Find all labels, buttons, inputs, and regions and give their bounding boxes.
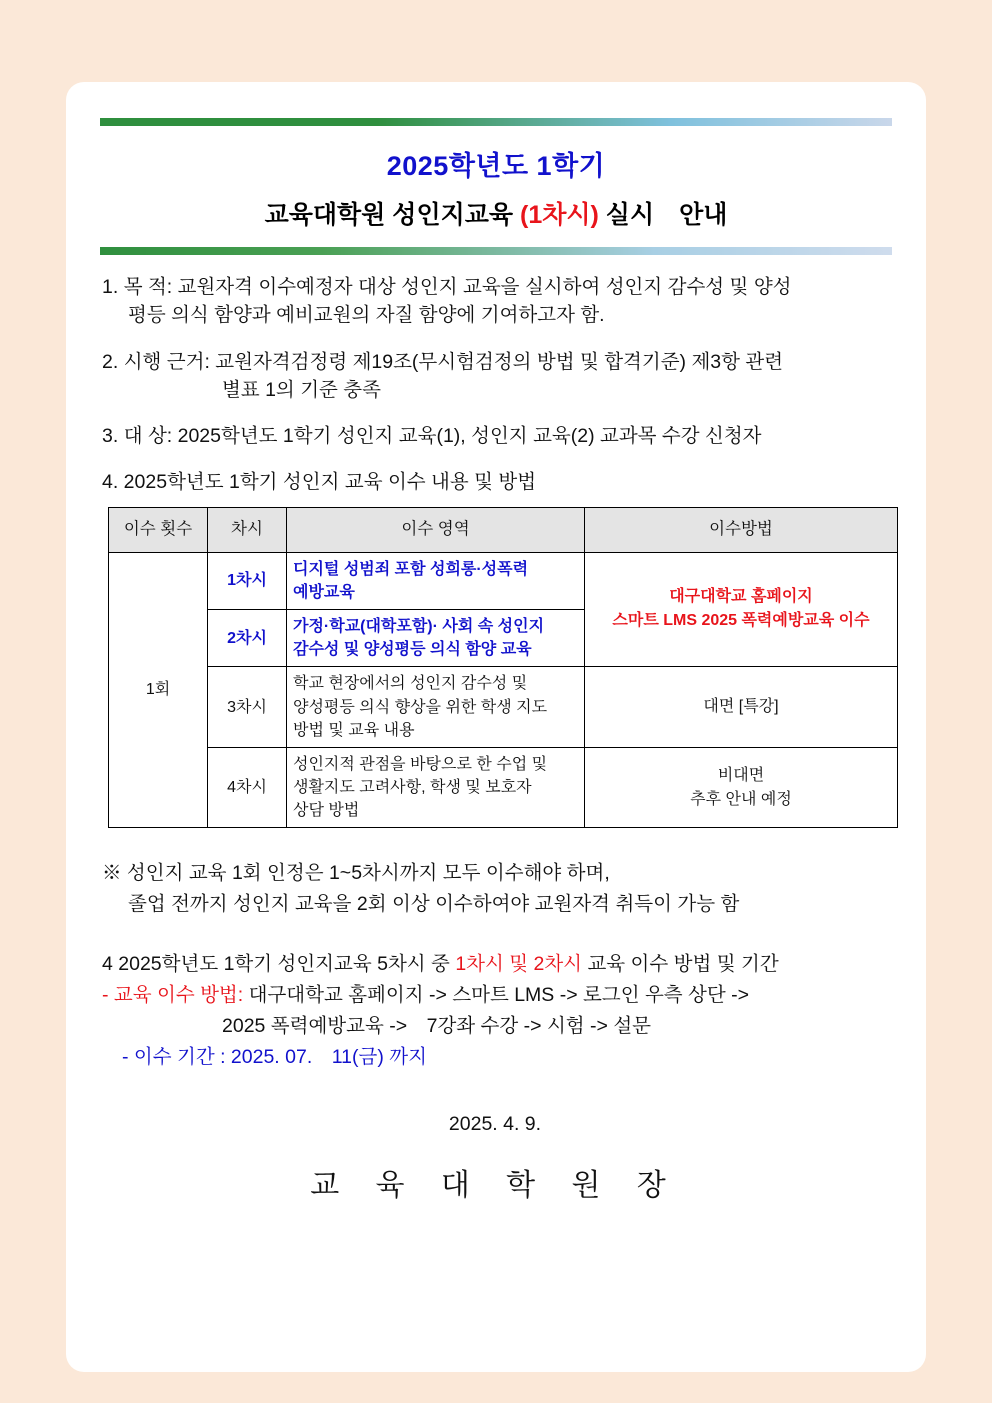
cell-session-2: 2차시 (208, 609, 287, 666)
title-block (94, 126, 898, 247)
cell-area-2 (287, 609, 585, 666)
item-method-num: 4. (102, 471, 119, 494)
item-basis-label: 시행 근거: (123, 350, 210, 373)
item-basis-num: 2. (102, 350, 119, 373)
item-method (102, 468, 888, 496)
item-target-line1 (102, 422, 888, 450)
item-method-text: 2025학년도 1학기 성인지 교육 이수 내용 및 방법 (118, 471, 537, 494)
cell-area-3-line3: 방법 및 교육 내용 (293, 721, 415, 739)
th-session: 차시 (208, 507, 287, 552)
cell-session-3: 3차시 (208, 667, 287, 748)
cell-method-3: 대면 [특강] (585, 667, 898, 748)
table-row (109, 552, 898, 609)
cell-method-4 (585, 747, 898, 828)
schedule-line-1-highlight: 1차시 및 2차시 (455, 952, 583, 975)
schedule-period: - 이수 기간 : 2025. 07. 11(금) 까지 (122, 1046, 427, 1069)
completion-table (108, 507, 898, 829)
schedule-line-1-post: 교육 이수 방법 및 기간 (582, 952, 779, 975)
cell-session-1: 1차시 (208, 552, 287, 609)
table-head (109, 507, 898, 552)
cell-area-4 (287, 747, 585, 828)
th-count: 이수 횟수 (109, 507, 208, 552)
cell-session-4: 4차시 (208, 747, 287, 828)
item-target-num: 3. (102, 425, 119, 448)
note-line-2: 졸업 전까지 성인지 교육을 2회 이상 이수하여야 교원자격 취득이 가능 함 (128, 892, 740, 915)
table-row (109, 747, 898, 828)
th-area: 이수 영역 (287, 507, 585, 552)
item-purpose-label: 목 적: (123, 276, 173, 298)
title-line-2-highlight: (1차시) (520, 201, 599, 229)
document-inner (94, 118, 898, 1207)
cell-area-3-line2: 양성평등 의식 향상을 위한 학생 지도 (293, 698, 548, 716)
document-page (66, 82, 926, 1372)
schedule-line-1 (102, 949, 888, 980)
document-signer: 교 육 대 학 원 장 (310, 1168, 680, 1202)
schedule-line-3: 2025 폭력예방교육 -> 7강좌 수강 -> 시험 -> 설문 (222, 1015, 652, 1038)
item-method-line1 (102, 468, 888, 496)
document-body (94, 255, 898, 1207)
cell-method-4-line1: 비대면 (717, 766, 765, 784)
item-target (102, 422, 888, 450)
document-date: 2025. 4. 9. (448, 1112, 542, 1135)
table-header-row (109, 507, 898, 552)
title-line-1: 2025학년도 1학기 (386, 151, 606, 181)
note-block (102, 858, 888, 918)
item-purpose-num: 1. (102, 276, 119, 298)
item-basis-text: 교원자격검정령 제19조(무시험검정의 방법 및 합격기준) 제3항 관련 (209, 350, 784, 373)
note-line-1: ※ 성인지 교육 1회 인정은 1~5차시까지 모두 이수해야 하며, (102, 862, 610, 885)
cell-area-1-line2: 예방교육 (293, 583, 355, 601)
cell-count: 1회 (109, 552, 208, 828)
schedule-block (102, 949, 888, 1074)
schedule-method-label: - 교육 이수 방법: (102, 984, 244, 1007)
table-row (109, 667, 898, 748)
item-purpose-line1 (102, 273, 888, 301)
cell-method-online (585, 552, 898, 667)
schedule-line-1-pre: 4 2025학년도 1학기 성인지교육 5차시 중 (102, 952, 456, 975)
title-line-2-pre: 교육대학원 성인지교육 (264, 201, 520, 229)
cell-area-4-line1: 성인지적 관점을 바탕으로 한 수업 및 (293, 755, 548, 773)
cell-area-4-line2: 생활지도 고려사항, 학생 및 보호자 (293, 779, 532, 797)
title-line-2-post: 실시 안내 (598, 201, 728, 229)
cell-area-3 (287, 667, 585, 748)
cell-area-4-line3: 상담 방법 (293, 802, 360, 820)
item-purpose-line2: 평등 의식 함양과 예비교원의 자질 함양에 기여하고자 함. (128, 304, 605, 327)
bottom-divider-rule (100, 247, 892, 255)
item-basis-line2: 별표 1의 기준 충족 (222, 378, 381, 401)
cell-area-3-line1: 학교 현장에서의 성인지 감수성 및 (293, 675, 528, 693)
item-purpose-text: 교원자격 이수예정자 대상 성인지 교육을 실시하여 성인지 감수성 및 양성 (172, 276, 792, 298)
item-basis (102, 348, 888, 405)
top-divider-rule (100, 118, 892, 126)
cell-method-online-line1: 대구대학교 홈페이지 (669, 588, 813, 606)
schedule-method-text: 대구대학교 홈페이지 -> 스마트 LMS -> 로그인 우측 상단 -> (243, 984, 750, 1007)
cell-area-1 (287, 552, 585, 609)
th-method: 이수방법 (585, 507, 898, 552)
cell-area-2-line1: 가정·학교(대학포함)· 사회 속 성인지 (293, 617, 545, 635)
item-target-label: 대 상: (123, 425, 173, 448)
item-target-text: 2025학년도 1학기 성인지 교육(1), 성인지 교육(2) 교과목 수강 신청자 (172, 425, 762, 448)
schedule-line-2 (102, 980, 888, 1011)
cell-method-4-line2: 추후 안내 예정 (690, 790, 792, 808)
title-line-2 (94, 195, 898, 231)
item-basis-line1 (102, 348, 888, 376)
cell-method-online-line2: 스마트 LMS 2025 폭력예방교육 이수 (612, 612, 870, 630)
table-body (109, 552, 898, 828)
cell-area-1-line1: 디지털 성범죄 포함 성희롱·성폭력 (293, 560, 529, 578)
item-purpose (102, 273, 888, 330)
cell-area-2-line2: 감수성 및 양성평등 의식 함양 교육 (293, 641, 532, 659)
